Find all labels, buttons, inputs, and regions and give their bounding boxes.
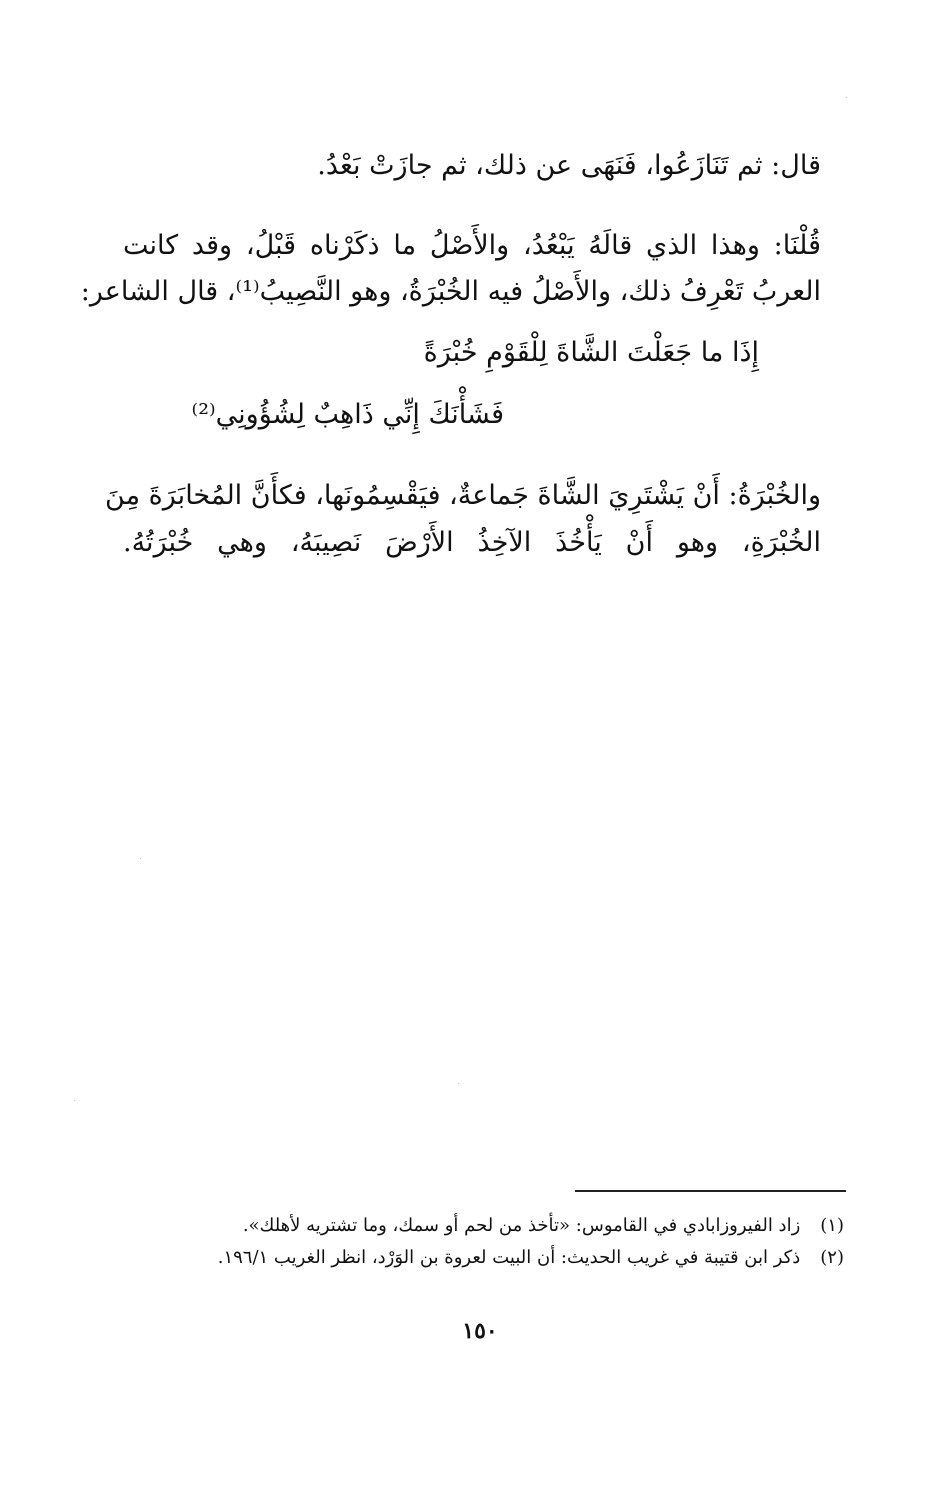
page-number: ١٥٠: [462, 1318, 498, 1344]
footnote-2-text: ذكر ابن قتيبة في غريب الحديث: أن البيت لعروة بن الوَرْد، انظر الغريب ١٩٦/١.: [217, 1247, 801, 1268]
scan-speck: [140, 858, 141, 859]
scan-speck: [74, 1100, 75, 1101]
footnote-1: [243, 1212, 844, 1240]
body-line-7: الخُبْرَةِ، وهو أَنْ يَأْخُذَ الآخِذُ الأَرْضَ نَصِيبَهُ، وهي خُبْرَتُهُ.: [123, 527, 821, 558]
scan-speck: [458, 1083, 459, 1084]
footnote-2-number: (٢): [820, 1247, 844, 1268]
body-line-3: العربُ تَعْرِفُ ذلك، والأَصْلُ فيه الخُبْرَةُ، وهو النَّصِيبُ⁽¹⁾، قال الشاعر:: [80, 276, 821, 307]
verse-hemistich-1: إِذَا ما جَعَلْتَ الشَّاةَ لِلْقَوْمِ خُبْرَةً: [423, 337, 759, 368]
body-line-6: والخُبْرَةُ: أَنْ يَشْتَرِيَ الشَّاةَ جَماعةٌ، فيَقْسِمُونَها، فكأَنَّ المُخابَرَةَ مِنَ: [105, 480, 821, 511]
body-line-1: قال: ثم تَنَازَعُوا، فَنَهَى عن ذلك، ثم جازَتْ بَعْدُ.: [317, 150, 821, 181]
footnote-2: [218, 1244, 844, 1272]
footnote-1-number: (١): [820, 1215, 844, 1236]
verse-hemistich-2: فَشَأْنَكَ إِنِّي ذَاهِبٌ لِشُؤُونِي⁽²⁾: [191, 399, 504, 430]
body-line-2: قُلْنَا: وهذا الذي قالَهُ يَبْعُدُ، والأَصْلُ ما ذكَرْناه قَبْلُ، وقد كانت: [123, 230, 821, 261]
footnote-separator: [575, 1190, 846, 1192]
scan-speck: [846, 97, 847, 98]
footnote-1-text: زاد الفيروزابادي في القاموس: «تأخذ من لحم أو سمك، وما تشتريه لأهلك».: [242, 1215, 801, 1236]
